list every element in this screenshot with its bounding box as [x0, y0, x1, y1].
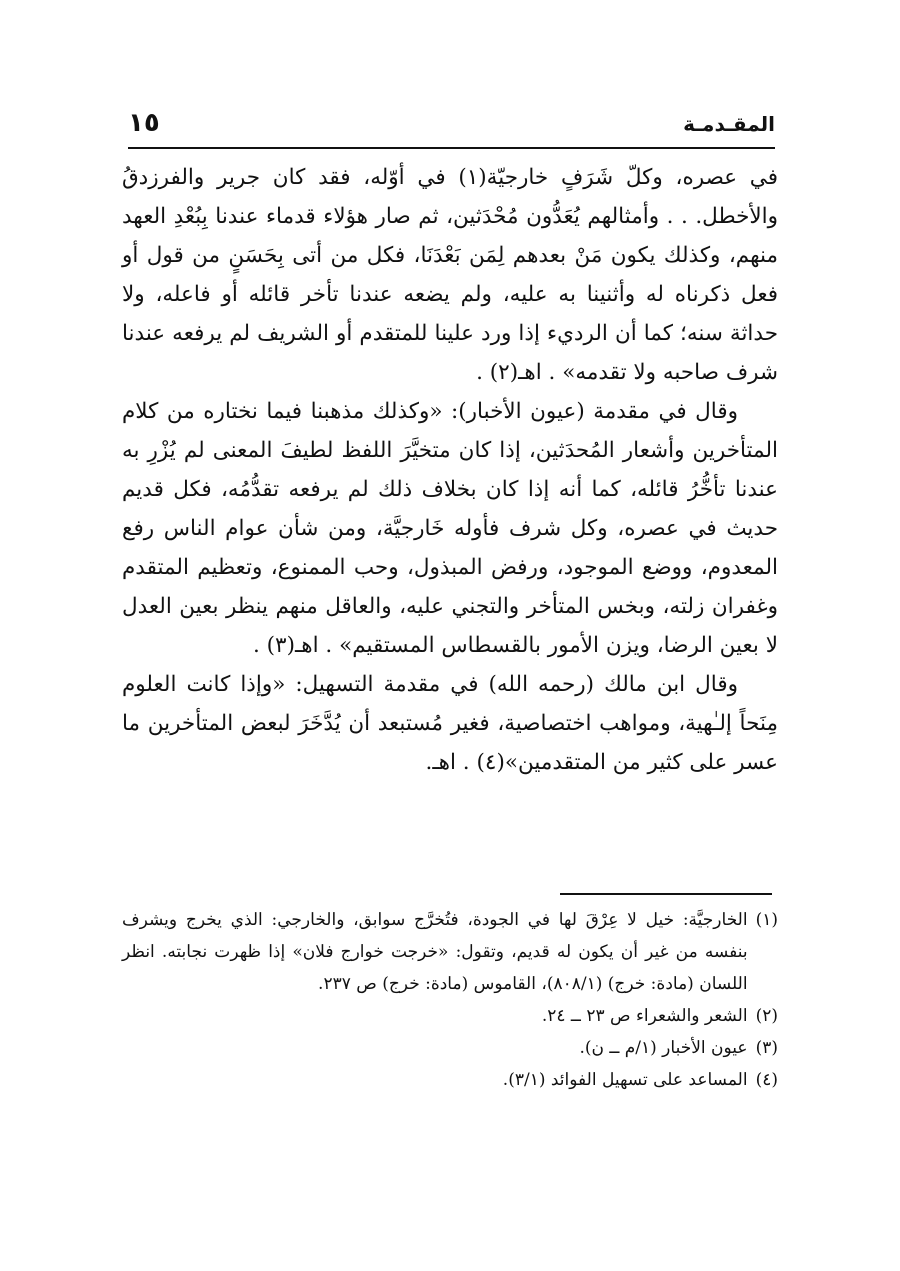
footnote-text: عيون الأخبار (١/م ــ ن).: [579, 1038, 748, 1058]
footnote: [122, 1000, 778, 1032]
paragraph: وقال في مقدمة (عيون الأخبار): «وكذلك مذهبنا فيما نختاره من كلام المتأخرين وأشعار المُحدَثين، إذا كان متخيَّرَ اللفظ لطيفَ المعنى لم يُزْرِ به عندنا تأخُّرُ قائله، كما أنه إذا كان بخلاف ذلك لم يرفعه تقدُّمُه، فكل قديم حديث في عصره، وكل شرف فأوله خَارجيَّة، ومن شأن عوام الناس رفع المعدوم، ووضع الموجود، ورفض المبذول، وحب الممنوع، وتعظيم المتقدم وغفران زلته، وبخس المتأخر والتجني عليه، والعاقل منهم ينظر بعين العدل لا بعين الرضا، ويزن الأمور بالقسطاس المستقيم» . اهـ(٣) .: [122, 399, 778, 658]
footnote-number: (٢): [755, 1006, 778, 1026]
footnote: [122, 1064, 778, 1096]
running-head: [128, 108, 775, 148]
footnote-text: المساعد على تسهيل الفوائد (٣/١).: [502, 1070, 748, 1090]
footnote-rule: [560, 893, 772, 895]
paragraph: في عصره، وكلّ شَرَفٍ خارجيّة(١) في أوّله، فقد كان جرير والفرزدقُ والأخطل. . . وأمثالهم يُعَدُّون مُحْدَثين، ثم صار هؤلاء قدماء عندنا بِبُعْدِ العهد منهم، وكذلك يكون مَنْ بعدهم لِمَن بَعْدَنَا، فكل من أتى بِحَسَنٍ من قول أو فعل ذكرناه له وأثنينا به عليه، ولم يضعه عندنا تأخر قائله أو فاعله، ولا حداثة سنه؛ كما أن الرديء إذا ورد علينا للمتقدم أو الشريف لم يرفعه عندنا شرف صاحبه ولا تقدمه» . اهـ(٢) .: [122, 165, 778, 385]
body-text: [122, 158, 778, 782]
paragraph: وقال ابن مالك (رحمه الله) في مقدمة التسهيل: «وإذا كانت العلوم مِنَحاً إلـٰهية، ومواهب اختصاصية، فغير مُستبعد أن يُدَّخَرَ لبعض المتأخرين ما عسر على كثير من المتقدمين»(٤) . اهـ.: [122, 672, 778, 775]
page-number: ١٥: [128, 108, 160, 138]
footnotes: [122, 904, 778, 1096]
header-rule: [128, 147, 775, 149]
footnote: [122, 904, 778, 1000]
footnote-number: (٣): [755, 1038, 778, 1058]
footnote-text: الخارجيَّة: خيل لا عِرْقَ لها في الجودة، فتُخرَّج سوابق، والخارجي: الذي يخرج ويشرف بنفسه من غير أن يكون له قديم، وتقول: «خرجت خوارج فلان» إذا ظهرت نجابته. انظر اللسان (مادة: خرج) (٨٠٨/١)، القاموس (مادة: خرج) ص ٢٣٧.: [122, 910, 748, 994]
footnote-text: الشعر والشعراء ص ٢٣ ــ ٢٤.: [541, 1006, 748, 1026]
footnote: [122, 1032, 778, 1064]
running-title: المقـدمـة: [683, 112, 775, 136]
footnote-number: (٤): [755, 1070, 778, 1090]
footnote-number: (١): [755, 910, 778, 930]
